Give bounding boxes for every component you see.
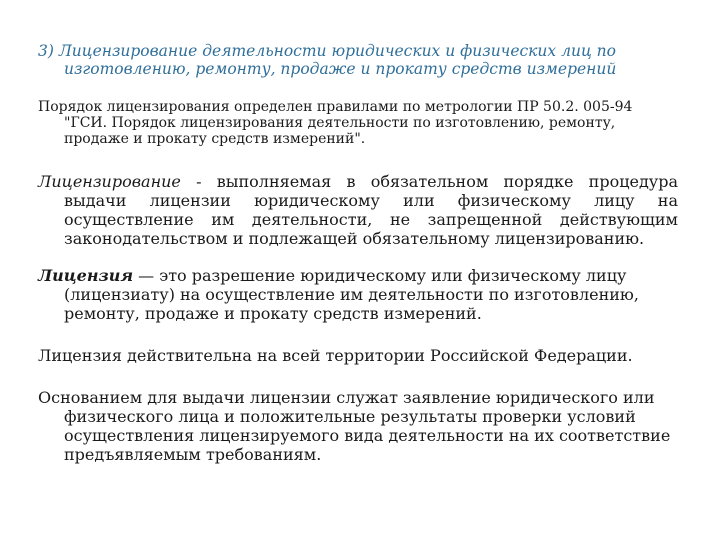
paragraph-licensing-definition xyxy=(38,172,678,248)
definition-license-text: — это разрешение юридическому или физическому лицу (лицензиату) на осуществление им деятельности по изготовлению, ремонту, продаже и прокату средств измерений. xyxy=(64,266,639,323)
paragraph-license-definition xyxy=(38,266,678,323)
term-licensing: Лицензирование xyxy=(38,172,181,191)
definition-licensing-text: - выполняемая в обязательном порядке процедура выдачи лицензии юридическому или физическому лицу на осуществление им деятельности, не запрещенной действующим законодательством и подлежащей обязательному лицензированию. xyxy=(64,172,678,248)
paragraph-license-basis: Основанием для выдачи лицензии служат заявление юридического или физического лица и положительные результаты проверки условий осуществления лицензируемого вида деятельности на их соответствие предъявляемым требованиям. xyxy=(38,388,671,464)
paragraph-licensing-order: Порядок лицензирования определен правилами по метрологии ПР 50.2. 005-94 "ГСИ. Порядок лицензирования деятельности по изготовлению, ремонту, продаже и прокату средств измерений". xyxy=(38,99,633,147)
paragraph-license-validity: Лицензия действительна на всей территории Российской Федерации. xyxy=(38,346,633,365)
term-license: Лицензия xyxy=(38,266,134,285)
slide-heading: 3) Лицензирование деятельности юридических и физических лиц по изготовлению, ремонту, продаже и прокату средств измерений xyxy=(38,42,617,78)
